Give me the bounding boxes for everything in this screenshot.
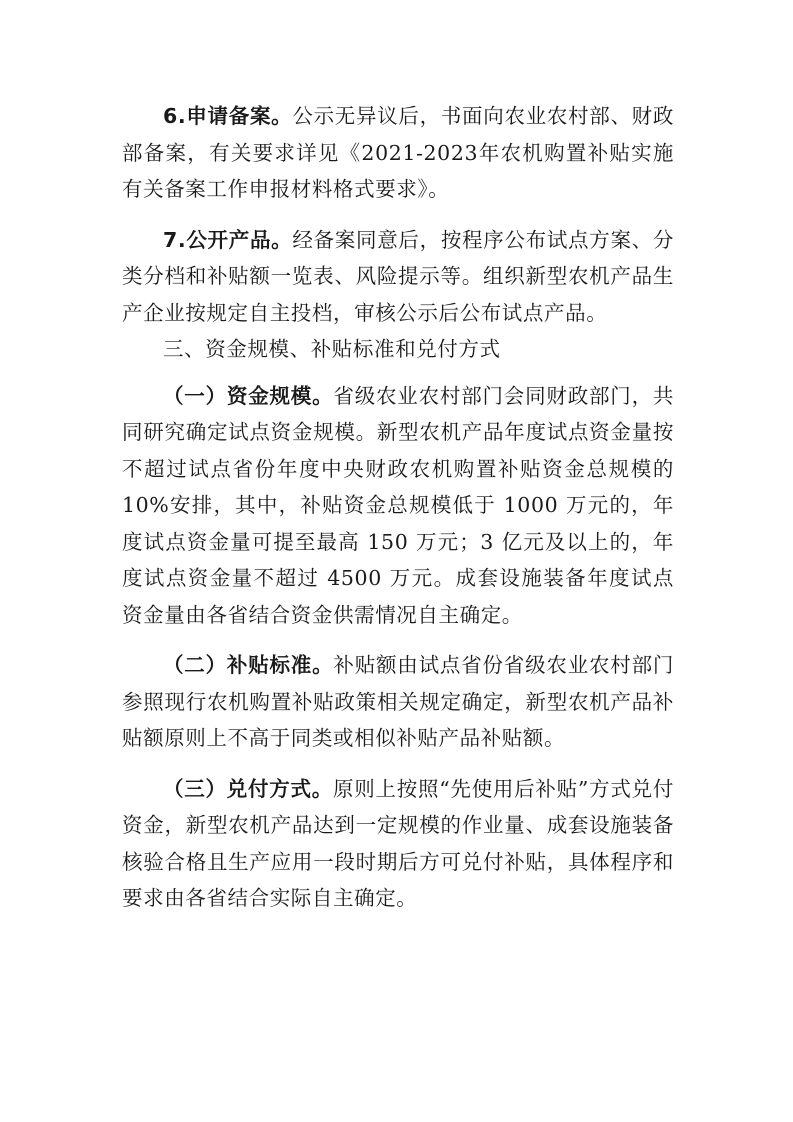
paragraph-lead: 6.申请备案。 xyxy=(163,104,293,128)
paragraph-subsidy-standard xyxy=(122,647,674,757)
document-body xyxy=(122,98,674,917)
paragraph-lead: （三）兑付方式。 xyxy=(163,776,333,801)
paragraph-lead: 7.公开产品。 xyxy=(163,227,293,252)
paragraph-text: 经备案同意后，按程序公布试点方案、分类分档和补贴额一览表、风险提示等。组织新型农机产品生产企业按规定自主投档，审核公示后公布试点产品。 xyxy=(122,227,674,325)
paragraph-publish-products xyxy=(122,222,674,332)
paragraph-text: 原则上按照“先使用后补贴”方式兑付资金，新型农机产品达到一定规模的作业量、成套设施装备核验合格且生产应用一段时期后方可兑付补贴，具体程序和要求由各省结合实际自主确定。 xyxy=(122,776,674,910)
section-heading: 三、资金规模、补贴标准和兑付方式 xyxy=(163,337,501,361)
paragraph-text: 补贴额由试点省份省级农业农村部门参照现行农机购置补贴政策相关规定确定，新型农机产品补贴额原则上不高于同类或相似补贴产品补贴额。 xyxy=(122,653,674,750)
paragraph-lead: （一）资金规模。 xyxy=(163,383,334,408)
paragraph-fund-scale xyxy=(122,378,674,634)
paragraph-apply-filing xyxy=(122,98,674,208)
paragraph-lead: （二）补贴标准。 xyxy=(163,653,334,677)
paragraph-payment-method xyxy=(122,771,674,917)
paragraph-text: 公示无异议后，书面向农业农村部、财政部备案，有关要求详见《2021-2023年农机购置补贴实施有关备案工作申报材料格式要求》。 xyxy=(122,104,674,201)
paragraph-text: 省级农业农村部门会同财政部门，共同研究确定试点资金规模。新型农机产品年度试点资金量按不超过试点省份年度中央财政农机购置补贴资金总规模的 10%安排，其中，补贴资金总规模低于 1000 万元的，年度试点资金量可提至最高 150 万元；3 亿元及以上的，年度试点资金量不超过 4500 万元。成套设施装备年度试点资金量由各省结合资金供需情况自主确定。 xyxy=(122,383,674,627)
